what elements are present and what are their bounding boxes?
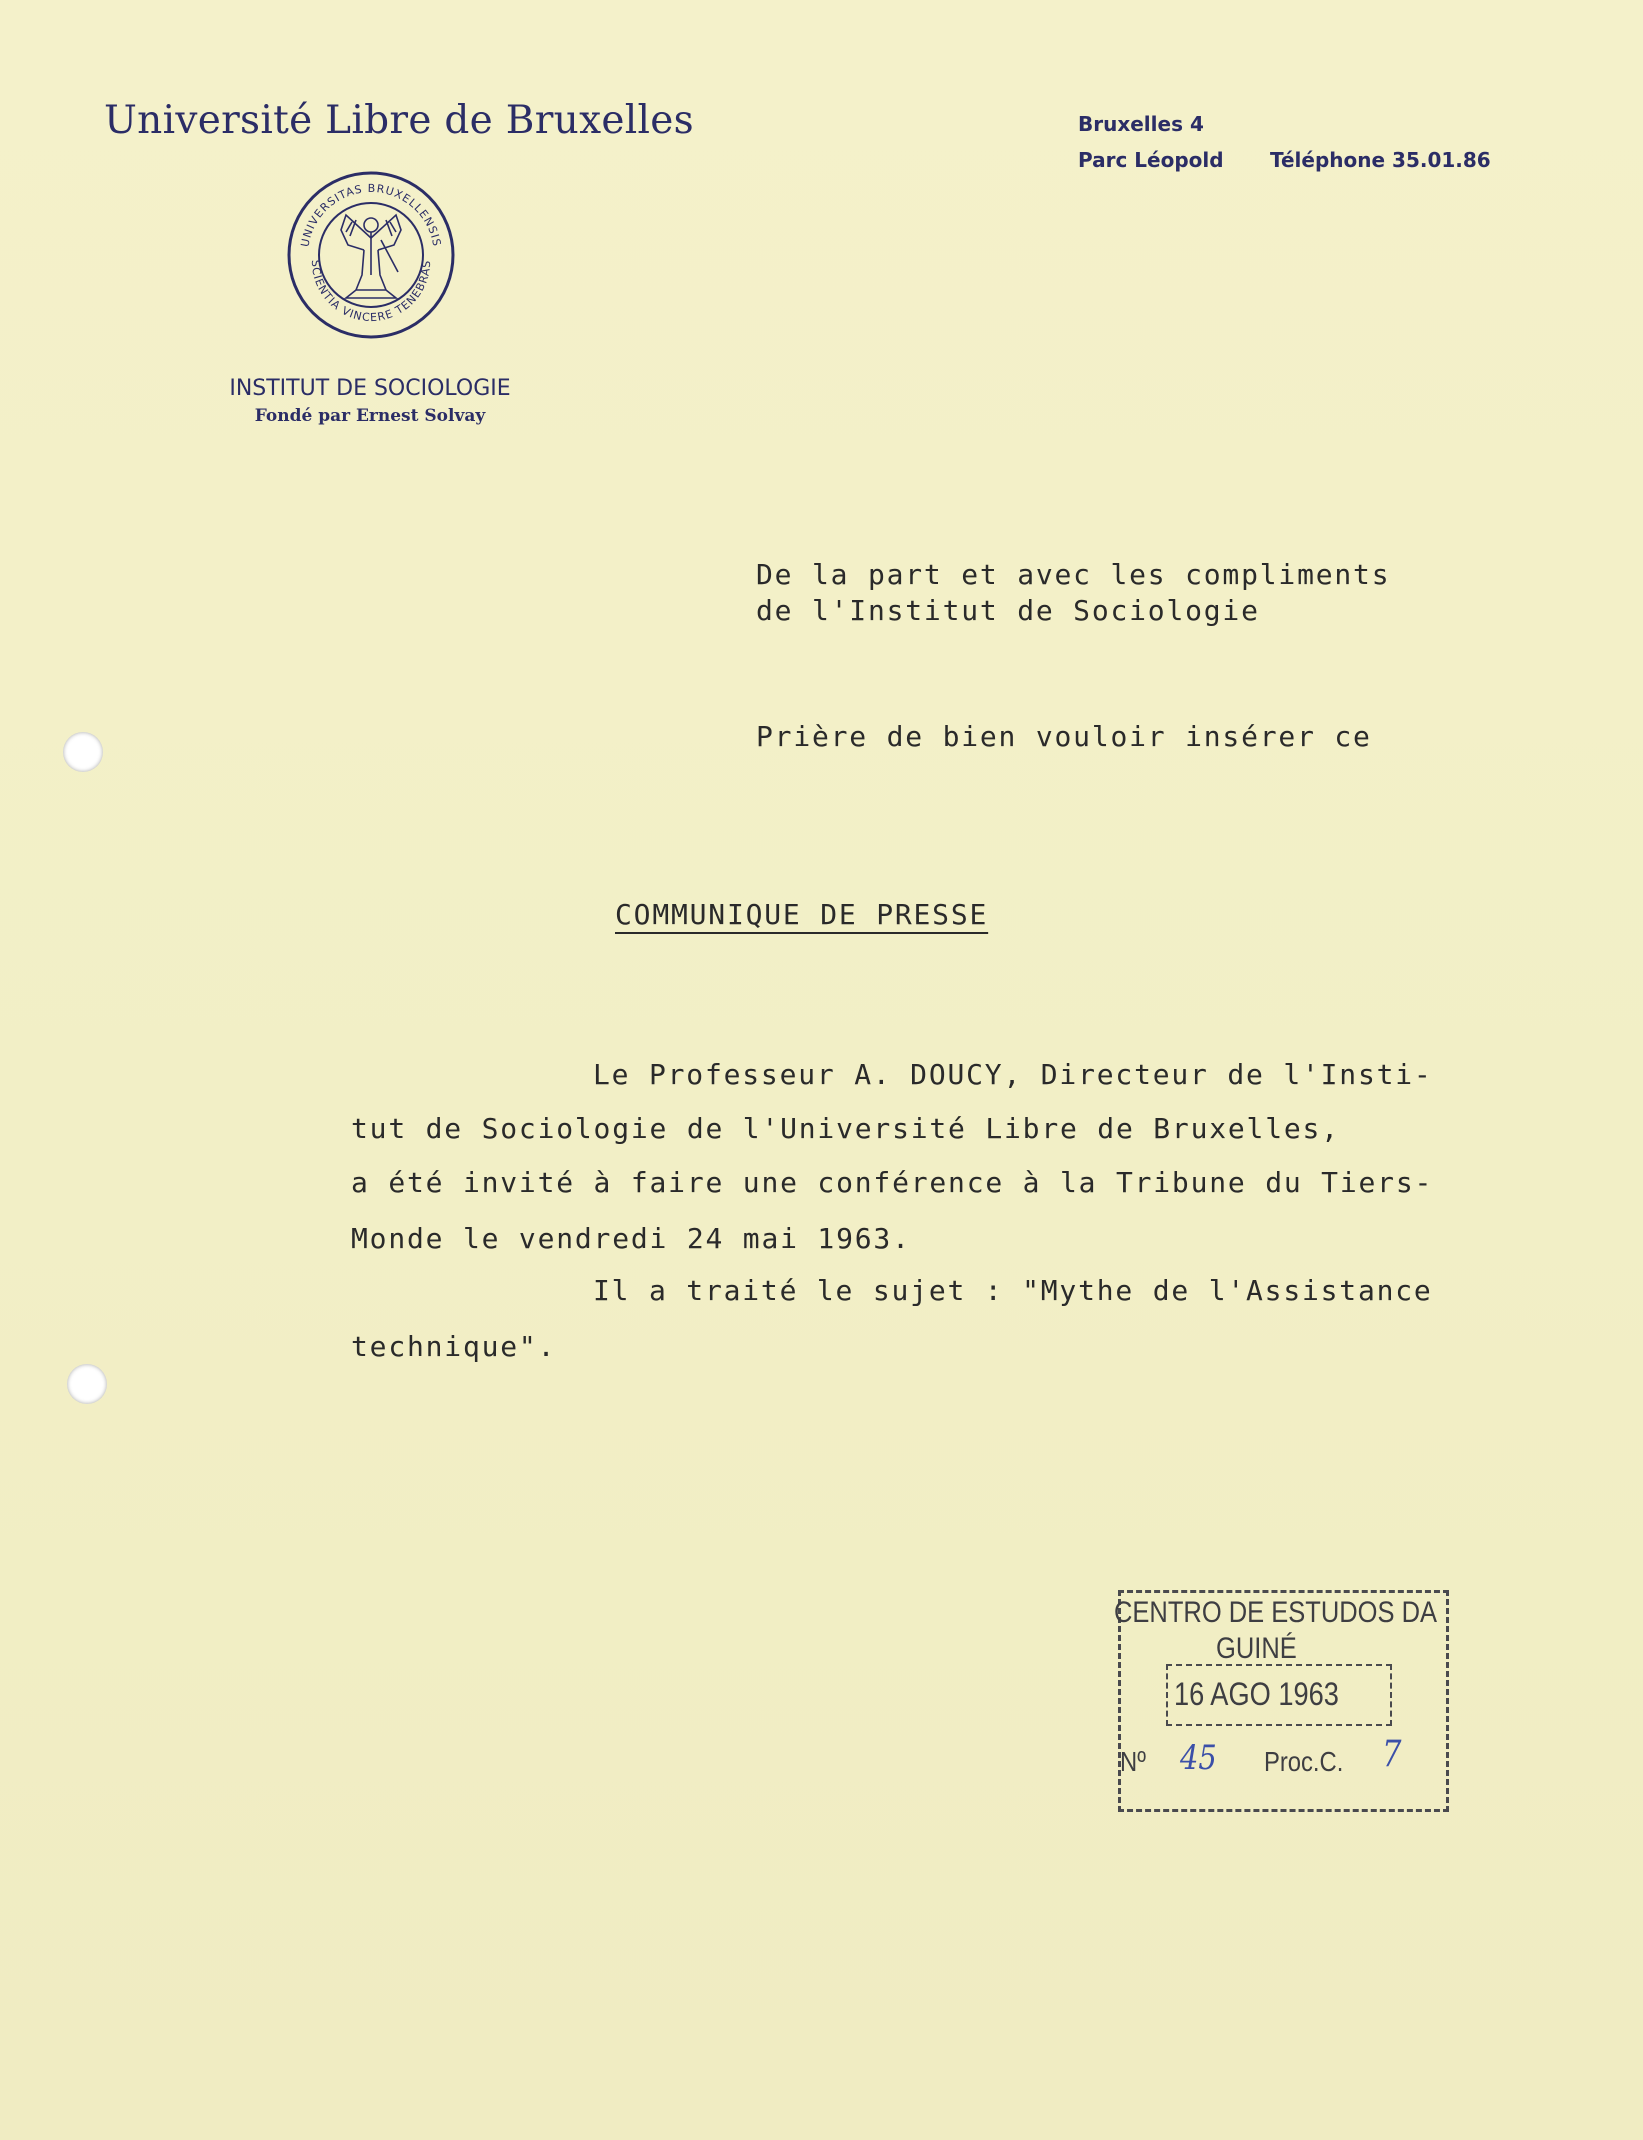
stamp-line-1: CENTRO DE ESTUDOS DA <box>1114 1596 1438 1629</box>
stamp-no-value: 45 <box>1180 1738 1217 1778</box>
stamp-proc-label: Proc.C. <box>1264 1746 1344 1777</box>
body-line-4: Monde le vendredi 24 mai 1963. <box>351 1222 911 1255</box>
compliments-line-2: de l'Institut de Sociologie <box>756 594 1260 627</box>
institute-name: INSTITUT DE SOCIOLOGIE <box>229 376 511 401</box>
stamp-date: 16 AGO 1963 <box>1174 1676 1339 1712</box>
insertion-request: Prière de bien vouloir insérer ce <box>756 720 1372 753</box>
address-park: Parc Léopold <box>1078 148 1224 172</box>
phone-number: Téléphone 35.01.86 <box>1270 148 1491 172</box>
seal-text-bottom: SCIENTIA VINCERE TENEBRAS <box>308 259 434 325</box>
institute-founder: Fondé par Ernest Solvay <box>254 406 486 426</box>
stamp-proc-value: 7 <box>1382 1734 1402 1775</box>
body-line-3: a été invité à faire une conférence à la Tribune du Tiers- <box>351 1166 1434 1199</box>
compliments-line-1: De la part et avec les compliments <box>756 558 1391 591</box>
stamp-line-2: GUINÉ <box>1216 1632 1297 1665</box>
body-line-5: Il a traité le sujet : "Mythe de l'Assistance <box>593 1274 1433 1307</box>
university-name: Université Libre de Bruxelles <box>104 98 694 143</box>
body-line-1: Le Professeur A. DOUCY, Directeur de l'Insti- <box>593 1058 1433 1091</box>
punch-hole-bottom <box>67 1364 107 1404</box>
archive-stamp <box>1108 1574 1458 1824</box>
press-release-heading: COMMUNIQUE DE PRESSE <box>615 898 989 931</box>
punch-hole-top <box>63 732 103 772</box>
body-line-2: tut de Sociologie de l'Université Libre de Bruxelles, <box>351 1112 1340 1145</box>
stamp-no-label: Nº <box>1120 1746 1146 1777</box>
seal-text-top: UNIVERSITAS BRUXELLENSIS <box>298 181 444 248</box>
body-line-6: technique". <box>351 1330 557 1363</box>
address-city: Bruxelles 4 <box>1078 112 1204 136</box>
university-seal-icon <box>286 170 456 340</box>
